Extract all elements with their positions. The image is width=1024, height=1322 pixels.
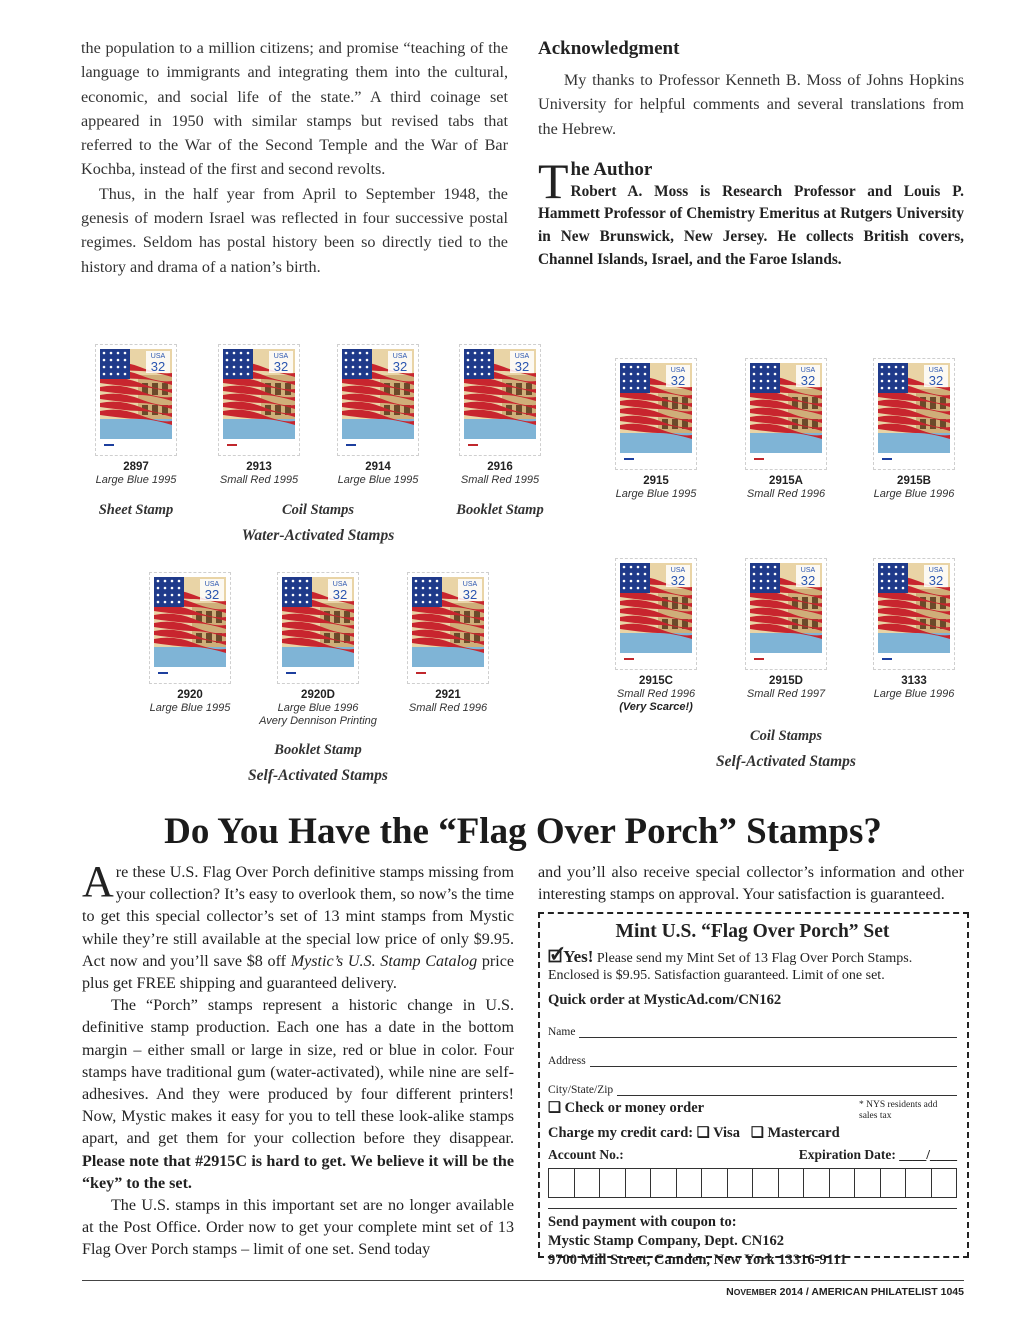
- caption-water-activated: Water-Activated Stamps: [241, 527, 395, 544]
- name-field[interactable]: [548, 1026, 957, 1038]
- stamp-item: [606, 358, 706, 501]
- flag-over-porch-image: [620, 563, 692, 665]
- stamp-image: [745, 358, 827, 470]
- stamp-description: Small Red 1996: [746, 488, 826, 500]
- city-state-zip-field[interactable]: [548, 1084, 957, 1096]
- stamp-date-mark: [346, 444, 356, 446]
- address-label: Address: [548, 1055, 586, 1067]
- coupon-title: Mint U.S. “Flag Over Porch” Set: [615, 921, 890, 942]
- stamp-item: [450, 344, 550, 487]
- account-digit-box[interactable]: [549, 1169, 575, 1197]
- flag-over-porch-image: [342, 349, 414, 451]
- account-digit-box[interactable]: [575, 1169, 601, 1197]
- expiration-label[interactable]: Expiration Date: ____/____: [798, 1147, 957, 1162]
- stamp-country-label: USA: [928, 567, 944, 574]
- stamp-date-mark: [416, 672, 426, 674]
- stamp-item: [864, 558, 964, 701]
- account-digit-box[interactable]: [906, 1169, 932, 1197]
- stamp-item: [736, 558, 836, 701]
- ad-key-note: Please note that #2915C is hard to get. We believe it will be the “key” to the set.: [82, 1152, 514, 1192]
- stamp-number: 2897: [123, 461, 149, 473]
- stamp-item: [606, 558, 706, 714]
- stamp-country-label: USA: [800, 567, 816, 574]
- stamp-image: [149, 572, 231, 684]
- author-dropcap: T: [538, 152, 569, 209]
- city-state-zip-label: City/State/Zip: [548, 1084, 614, 1096]
- stamp-denomination: 32: [928, 373, 944, 388]
- stamp-denomination: 32: [928, 573, 944, 588]
- stamp-date-mark: [754, 458, 764, 460]
- stamp-country-label: USA: [462, 581, 478, 588]
- stamp-date-mark: [882, 658, 892, 660]
- caption-coil-stamps: Coil Stamps: [281, 502, 355, 518]
- send-label: Send payment with coupon to:: [548, 1214, 737, 1230]
- checked-box-icon[interactable]: 🗹: [548, 947, 564, 966]
- article-right-column: [538, 36, 964, 271]
- stamp-image: [615, 558, 697, 670]
- acknowledgment-text: My thanks to Professor Kenneth B. Moss of Johns Hopkins University for helpful comments and several translations from the Hebrew.: [538, 71, 964, 138]
- stamp-item: [86, 344, 186, 487]
- flag-over-porch-image: [878, 363, 950, 465]
- stamp-denomination: 32: [800, 373, 816, 388]
- ad-text: price plus get FREE shipping and guaranteed delivery.: [82, 952, 514, 993]
- stamp-number: 2914: [365, 461, 391, 473]
- stamp-image: [337, 344, 419, 456]
- stamp-description: Small Red 1996: [616, 688, 696, 700]
- caption-sheet-stamp: Sheet Stamp: [98, 502, 174, 518]
- page-footer: [726, 1286, 964, 1298]
- account-digit-box[interactable]: [728, 1169, 754, 1197]
- ad-catalog-title: Mystic’s U.S. Stamp Catalog: [290, 952, 478, 970]
- stamp-description: Small Red 1995: [460, 474, 540, 486]
- account-digit-box[interactable]: [702, 1169, 728, 1197]
- footer-issue: 2014 / AMERICAN PHILATELIST 1045: [776, 1286, 964, 1298]
- footer-divider: [82, 1280, 964, 1281]
- stamp-denomination: 32: [462, 587, 478, 602]
- caption-coil-stamps: Coil Stamps: [749, 728, 823, 744]
- nys-tax-note: * NYS residents add sales tax: [859, 1100, 938, 1121]
- name-label: Name: [548, 1026, 576, 1038]
- stamp-denomination: 32: [273, 359, 289, 374]
- flag-over-porch-image: [412, 577, 484, 679]
- stamp-denomination: 32: [670, 373, 686, 388]
- stamp-denomination: 32: [332, 587, 348, 602]
- check-option[interactable]: [548, 1100, 704, 1122]
- city-state-zip-input[interactable]: [617, 1084, 957, 1096]
- stamp-country-label: USA: [800, 367, 816, 374]
- account-digit-box[interactable]: [600, 1169, 626, 1197]
- caption-self-activated: Self-Activated Stamps: [248, 767, 388, 784]
- stamp-country-label: USA: [392, 353, 408, 360]
- stamp-description: Small Red 1996: [408, 702, 488, 714]
- account-digit-box[interactable]: [651, 1169, 677, 1197]
- stamp-description: Large Blue 1995: [337, 474, 419, 486]
- name-input[interactable]: [579, 1026, 957, 1038]
- stamp-image: [95, 344, 177, 456]
- stamp-number: 2915A: [769, 475, 803, 487]
- stamp-description: Small Red 1995: [219, 474, 299, 486]
- stamp-number: 2916: [487, 461, 513, 473]
- stamp-country-label: USA: [204, 581, 220, 588]
- footer-month-initial: N: [726, 1286, 734, 1298]
- coupon-yes-text: Please send my Mint Set of 13 Flag Over Porch Stamps. Enclosed is $9.95. Satisfaction guaranteed. Limit of one set.: [548, 951, 913, 983]
- order-coupon: [538, 912, 969, 1268]
- author-bio: Robert A. Moss is Research Professor and Louis P. Hammett Professor of Chemistry Emeritus at Rutgers University in New Brunswick, New Jersey. He collects British covers, Channel Islands, Israel, and the Faroe Islands.: [538, 182, 964, 268]
- author-block: [538, 152, 964, 271]
- article-left-column: [81, 36, 508, 279]
- visa-option[interactable]: Visa: [713, 1125, 740, 1141]
- ad-dropcap: A: [82, 857, 114, 906]
- ad-paragraph: The U.S. stamps in this important set are no longer available at the Post Office. Order now to get your complete mint set of 13 Flag Over Porch stamps – limit of one set. Send today: [82, 1197, 514, 1259]
- address-input[interactable]: [590, 1055, 957, 1067]
- caption-self-activated: Self-Activated Stamps: [716, 753, 856, 770]
- checkbox-icon[interactable]: ❑: [750, 1125, 764, 1141]
- flag-over-porch-image: [750, 563, 822, 665]
- article-paragraph: Thus, in the half year from April to September 1948, the genesis of modern Israel was reflected in four successive postal regimes. Seldom has postal history been so directly tied to the history and drama of a nation’s birth.: [81, 184, 508, 276]
- flag-over-porch-image: [750, 363, 822, 465]
- account-digit-box[interactable]: [932, 1169, 957, 1197]
- stamp-printer-note: Avery Dennison Printing: [259, 715, 377, 727]
- send-payment-block: [548, 1208, 957, 1270]
- stamp-denomination: 32: [392, 359, 408, 374]
- account-digit-box[interactable]: [779, 1169, 805, 1197]
- stamp-item: [328, 344, 428, 487]
- article-paragraph: the population to a million citizens; and promise “teaching of the language to immigrants and integrating them into the cultural, economic, and social life of the state.” A third coinage set appeared in 1950 with similar stamps but revised tabs that referred to the War of the Second Temple and the War of Bar Kochba, instead of the first and second revolts.: [81, 39, 508, 179]
- stamp-country-label: USA: [150, 353, 166, 360]
- account-digit-box[interactable]: [753, 1169, 779, 1197]
- stamp-description: Small Red 1997: [746, 688, 826, 700]
- stamp-image: [873, 558, 955, 670]
- stamp-description: Large Blue 1996: [277, 702, 359, 714]
- coupon-yes-label: Yes!: [563, 947, 594, 966]
- stamp-number: 2921: [435, 689, 461, 701]
- acknowledgment-heading: Acknowledgment: [538, 38, 680, 59]
- stamp-date-mark: [158, 672, 168, 674]
- payment-row: [548, 1100, 957, 1122]
- stamp-description: Large Blue 1995: [149, 702, 231, 714]
- stamp-item: [140, 572, 240, 715]
- stamp-image: [277, 572, 359, 684]
- stamp-denomination: 32: [800, 573, 816, 588]
- stamp-number: 2915B: [897, 475, 931, 487]
- quick-order-link[interactable]: Quick order at MysticAd.com/CN162: [548, 992, 782, 1008]
- stamp-number: 2915C: [639, 675, 673, 687]
- ad-body-right: and you’ll also receive special collector’s information and other interesting stamps on approval. Your satisfaction is guaranteed.: [538, 864, 964, 904]
- stamp-number: 2920: [177, 689, 203, 701]
- stamp-date-mark: [882, 458, 892, 460]
- stamp-item: [864, 358, 964, 501]
- footer-month-rest: OVEMBER: [733, 1287, 777, 1297]
- stamp-denomination: 32: [204, 587, 220, 602]
- flag-over-porch-image: [100, 349, 172, 451]
- stamp-date-mark: [468, 444, 478, 446]
- stamp-country-label: USA: [928, 367, 944, 374]
- stamp-item: [206, 344, 312, 487]
- stamp-description: Large Blue 1995: [615, 488, 697, 500]
- stamp-description: Large Blue 1996: [873, 488, 955, 500]
- checkbox-icon[interactable]: ❑: [696, 1125, 710, 1141]
- stamp-number: 2915D: [769, 675, 803, 687]
- company-name: Mystic Stamp Company, Dept. CN162: [548, 1233, 785, 1249]
- coupon-yes-line: [548, 948, 957, 984]
- stamp-country-label: USA: [273, 353, 289, 360]
- account-row: [548, 1147, 957, 1163]
- stamp-country-label: USA: [670, 367, 686, 374]
- credit-card-label: Charge my credit card:: [548, 1125, 694, 1141]
- account-digit-box[interactable]: [830, 1169, 856, 1197]
- stamp-description: Large Blue 1996: [873, 688, 955, 700]
- stamp-country-label: USA: [332, 581, 348, 588]
- account-digit-box[interactable]: [626, 1169, 652, 1197]
- flag-over-porch-image: [620, 363, 692, 465]
- stamp-denomination: 32: [514, 359, 530, 374]
- flag-over-porch-image: [464, 349, 536, 451]
- flag-over-porch-image: [154, 577, 226, 679]
- stamp-date-mark: [104, 444, 114, 446]
- stamp-number: 2920D: [301, 689, 335, 701]
- stamp-item: [736, 358, 836, 501]
- flag-over-porch-image: [282, 577, 354, 679]
- stamp-date-mark: [624, 658, 634, 660]
- ad-body-left: [82, 857, 514, 1262]
- account-label: Account No.:: [548, 1147, 624, 1162]
- author-heading: he Author: [570, 158, 653, 180]
- ad-paragraph: [82, 995, 514, 1195]
- stamp-image: [407, 572, 489, 684]
- account-digit-box[interactable]: [677, 1169, 703, 1197]
- stamp-denomination: 32: [670, 573, 686, 588]
- flag-over-porch-image: [223, 349, 295, 451]
- stamp-number: 2913: [246, 461, 272, 473]
- stamp-image: [745, 558, 827, 670]
- stamp-scarcity-note: (Very Scarce!): [619, 701, 693, 713]
- ad-text: re these U.S. Flag Over Porch definitive stamps missing from your collection? It’s easy to overlook them, so now’s the time to get this special collector’s set of 13 mint stamps from Mystic while they’re still available at the special low price of only $9.95. Act now and you’ll save $8 off: [82, 864, 514, 970]
- ad-paragraph: [82, 857, 514, 995]
- stamp-item: [254, 572, 382, 728]
- stamp-date-mark: [286, 672, 296, 674]
- stamp-country-label: USA: [514, 353, 530, 360]
- company-address: 9700 Mill Street, Camden, New York 13316-9111: [548, 1252, 847, 1268]
- credit-card-row: [548, 1125, 957, 1142]
- account-digit-box[interactable]: [881, 1169, 907, 1197]
- stamp-description: Large Blue 1995: [95, 474, 177, 486]
- account-digit-box[interactable]: [804, 1169, 830, 1197]
- stamp-image: [218, 344, 300, 456]
- stamp-denomination: 32: [150, 359, 166, 374]
- checkbox-icon[interactable]: ❑: [548, 1100, 561, 1116]
- stamp-date-mark: [227, 444, 237, 446]
- mastercard-option[interactable]: Mastercard: [767, 1125, 840, 1141]
- account-number-input[interactable]: [548, 1168, 957, 1198]
- stamp-image: [873, 358, 955, 470]
- check-option-label: Check or money order: [564, 1100, 705, 1116]
- caption-booklet-stamp: Booklet Stamp: [456, 502, 544, 518]
- stamp-country-label: USA: [670, 567, 686, 574]
- stamp-date-mark: [754, 658, 764, 660]
- flag-over-porch-image: [878, 563, 950, 665]
- ad-text: The “Porch” stamps represent a historic change in U.S. definitive stamp production. Each one has a date in the bottom margin – either small or large in size, red or blue in color. Four stamps have traditional gum (water-activated), while nine are self-adhesives. And they were produced by four different printers! Now, Mystic makes it easy for you to tell these look-alike stamps apart, and get them for your collection before they disappear.: [82, 997, 514, 1148]
- caption-booklet-stamp: Booklet Stamp: [274, 742, 362, 758]
- ad-headline: Do You Have the “Flag Over Porch” Stamps?: [164, 811, 882, 852]
- stamp-date-mark: [624, 458, 634, 460]
- address-field[interactable]: [548, 1055, 957, 1067]
- stamp-number: 2915: [643, 475, 669, 487]
- stamp-image: [459, 344, 541, 456]
- stamp-image: [615, 358, 697, 470]
- stamp-item: [398, 572, 498, 715]
- account-digit-box[interactable]: [855, 1169, 881, 1197]
- stamp-number: 3133: [901, 675, 927, 687]
